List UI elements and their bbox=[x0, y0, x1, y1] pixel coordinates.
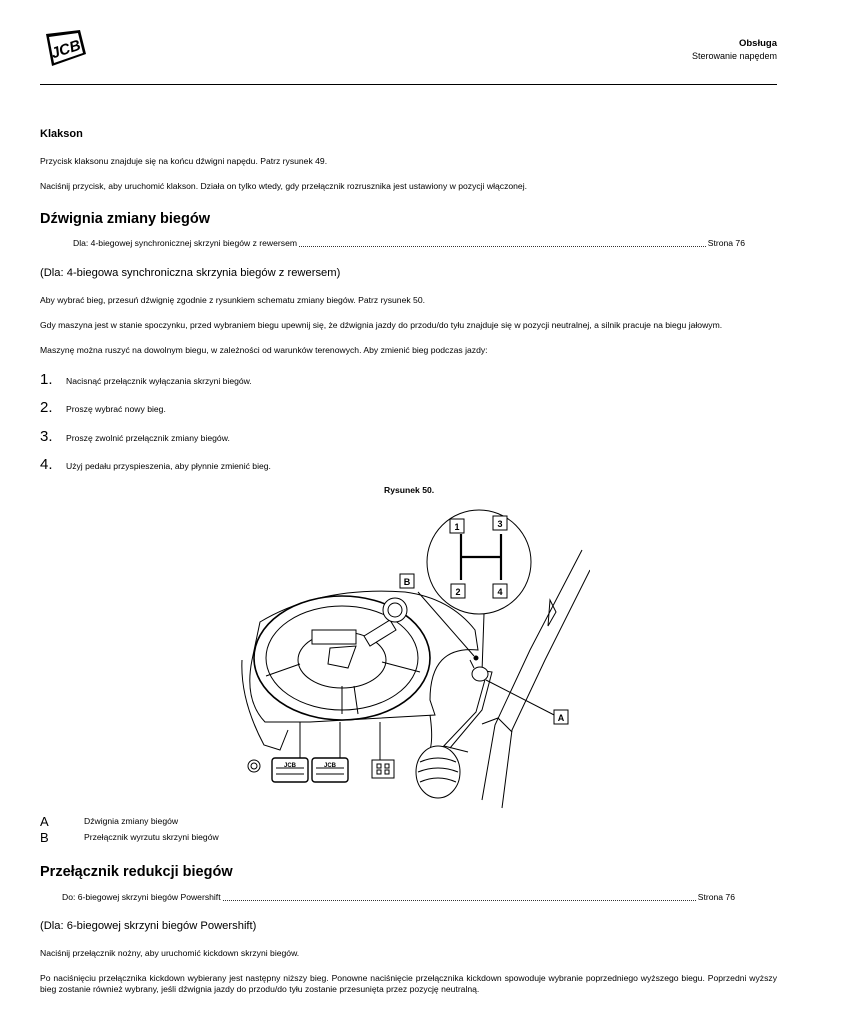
step-number: 3. bbox=[40, 428, 53, 445]
gear-lever-subheading: (Dla: 4-biegowa synchroniczna skrzynia biegów z rewersem) bbox=[40, 267, 341, 279]
figure-caption: Rysunek 50. bbox=[384, 485, 435, 495]
klakson-p1: Przycisk klaksonu znajduje się na końcu dźwigni napędu. Patrz rysunek 49. bbox=[40, 156, 328, 166]
toc-page: Strona 76 bbox=[707, 238, 745, 248]
reduction-p2: Po naciśnięciu przełącznika kickdown wybierany jest następny niższy bieg. Ponowne naciśnięcie przełącznika kickdown spowoduje wybranie poprzedniego wyższego biegu. Poprzedni wyższy bieg zostanie również wybrany, jeśli dźwignia jazdy do przodu/do tyłu zostanie przesunięta przez pozycję neutralną. bbox=[40, 973, 777, 994]
pedal-logo-left: JCB bbox=[283, 763, 297, 769]
step-number: 4. bbox=[40, 456, 53, 473]
gear-lever-p1: Aby wybrać bieg, przesuń dźwignię zgodnie z rysunkiem schematu zmiany biegów. Patrz rysunek 50. bbox=[40, 295, 425, 305]
reduction-p1: Naciśnij przełącznik nożny, aby uruchomić kickdown skrzyni biegów. bbox=[40, 948, 300, 958]
step-text: Proszę zwolnić przełącznik zmiany biegów. bbox=[66, 433, 230, 443]
reduction-subheading: (Dla: 6-biegowej skrzyni biegów Powershift) bbox=[40, 920, 257, 932]
toc-label: Dla: 4-biegowej synchronicznej skrzyni biegów z rewersem bbox=[73, 238, 298, 248]
list-item bbox=[40, 399, 166, 417]
toc-leader bbox=[299, 245, 706, 247]
step-text: Nacisnąć przełącznik wyłączania skrzyni biegów. bbox=[66, 376, 252, 386]
legend-key: B bbox=[40, 830, 49, 845]
legend-key: A bbox=[40, 814, 49, 829]
list-item bbox=[40, 428, 230, 446]
klakson-p2: Naciśnij przycisk, aby uruchomić klakson. Działa on tylko wtedy, gdy przełącznik rozrusznika jest ustawiony w pozycji włączonej. bbox=[40, 181, 528, 191]
reduction-heading: Przełącznik redukcji biegów bbox=[40, 864, 233, 880]
header-title: Obsługa bbox=[738, 38, 777, 49]
callout-b: B bbox=[403, 577, 411, 587]
header-rule bbox=[40, 84, 777, 85]
step-number: 2. bbox=[40, 399, 53, 416]
jcb-logo bbox=[40, 28, 88, 70]
step-text: Proszę wybrać nowy bieg. bbox=[66, 404, 166, 414]
gear-lever-toc[interactable] bbox=[73, 238, 745, 249]
klakson-heading: Klakson bbox=[40, 128, 83, 140]
gate-label-3: 3 bbox=[497, 519, 503, 529]
gate-label-2: 2 bbox=[455, 587, 461, 597]
legend-text: Przełącznik wyrzutu skrzyni biegów bbox=[84, 832, 219, 842]
toc-label: Do: 6-biegowej skrzyni biegów Powershift bbox=[62, 892, 221, 902]
gear-lever-illustration bbox=[230, 500, 590, 812]
list-item bbox=[40, 456, 271, 474]
step-number: 1. bbox=[40, 371, 53, 388]
gear-lever-heading: Dźwignia zmiany biegów bbox=[40, 211, 210, 227]
pedals bbox=[248, 722, 394, 782]
callout-a: A bbox=[557, 713, 565, 723]
pedal-logo-right: JCB bbox=[323, 763, 337, 769]
list-item bbox=[40, 829, 219, 847]
toc-leader bbox=[223, 899, 696, 901]
logo-text: JCB bbox=[48, 36, 83, 63]
gate-label-4: 4 bbox=[497, 587, 503, 597]
toc-page: Strona 76 bbox=[697, 892, 735, 902]
list-item bbox=[40, 371, 252, 389]
header-subtitle: Sterowanie napędem bbox=[691, 51, 777, 61]
header-block bbox=[692, 38, 777, 62]
gear-lever-p2: Gdy maszyna jest w stanie spoczynku, przed wybraniem biegu upewnij się, że dźwignia jazdy do przodu/do tyłu znajduje się w pozycji neutralnej, a silnik pracuje na biegu jałowym. bbox=[40, 320, 723, 330]
legend-text: Dźwignia zmiany biegów bbox=[84, 816, 179, 826]
step-text: Użyj pedału przyspieszenia, aby płynnie zmienić bieg. bbox=[66, 461, 271, 471]
gate-label-1: 1 bbox=[454, 522, 460, 532]
reduction-toc[interactable] bbox=[62, 892, 735, 903]
gear-lever-p3: Maszynę można ruszyć na dowolnym biegu, w zależności od warunków terenowych. Aby zmienić bieg podczas jazdy: bbox=[40, 345, 488, 355]
